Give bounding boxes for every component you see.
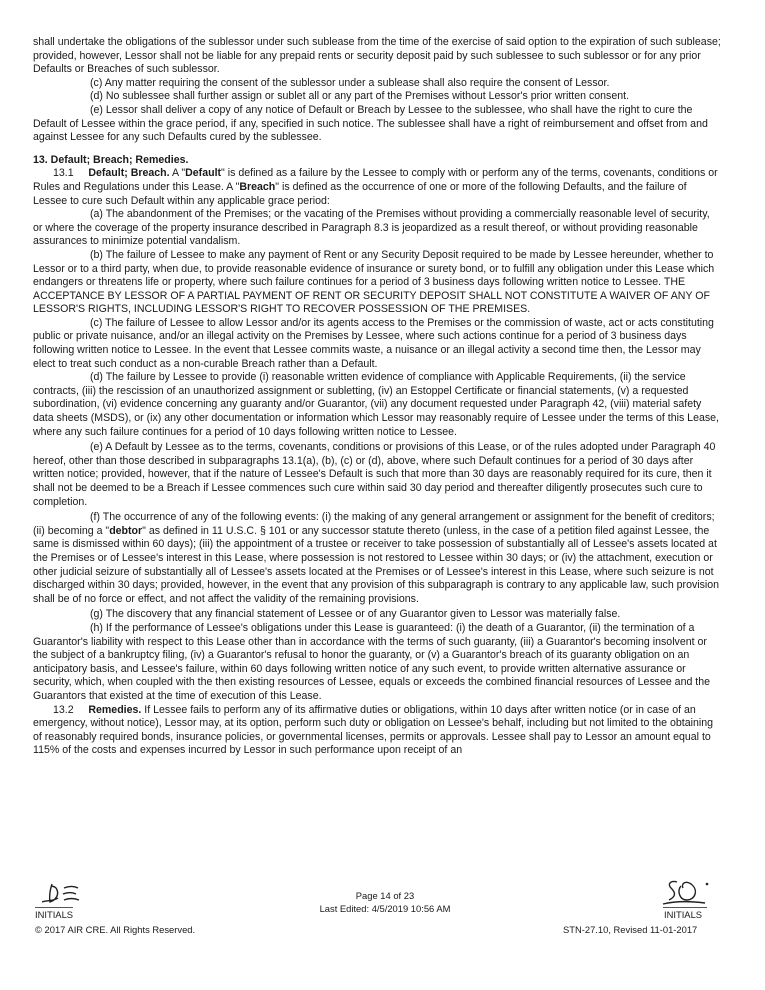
paragraph-12d: (d) No sublessee shall further assign or sublet all or any part of the Premises without Lessor's prior written consent. xyxy=(90,90,630,103)
initials-label-left: INITIALS xyxy=(35,909,74,920)
paragraph-13-1d: (d) The failure by Lessee to provide (i) reasonable written evidence of compliance with Applicable Requirements, (ii) the service contracts, (iii) the rescission of an unauthorized assignment or subletting, (iv) an Estoppel Certificate or financial statements, (v) a requested subordination, (vi) evidence concerning any guaranty and/or Guarantor, (vii) any document requested under Paragraph 42, (viii) material safety data sheets (MSDS), or (ix) any other documentation or information which Lessor may reasonably require of Lessee under the terms of this Lease, where any such failure continues for a period of 10 days following written notice to Lessee. xyxy=(33,371,719,438)
paragraph-continuation: shall undertake the obligations of the sublessor under such sublease from the time of the exercise of said option to the expiration of such sublease; provided, however, Lessor shall not be liable for any prepaid rents or security deposit paid by such sublessee to such sublessor or for any prior Defaults or Breaches of such sublessor. xyxy=(33,36,721,76)
page-number: Page 14 of 23 xyxy=(355,890,415,901)
section-13-heading: 13. Default; Breach; Remedies. xyxy=(33,153,189,166)
defined-term: Default xyxy=(185,167,222,180)
paragraph-13-1a: (a) The abandonment of the Premises; or the vacating of the Premises without providing a commercially reasonable level of security, or where the coverage of the property insurance described in Paragraph 8.3 is jeopardized as a result thereof, or without providing reasonable assurances to minimize potential vandalism. xyxy=(33,208,710,248)
initials-line-right xyxy=(663,907,707,908)
initials-line-left xyxy=(35,907,73,908)
lessor-initials-signature xyxy=(655,874,715,908)
defined-term: Breach xyxy=(239,180,276,193)
copyright: © 2017 AIR CRE. All Rights Reserved. xyxy=(35,924,196,935)
paragraph-13-1f: (f) The occurrence of any of the following events: (i) the making of any general arrangement or assignment for the benefit of creditors; (ii) becoming a "debtor" as defined in 11 U.S.C. § 101 or any successor statute thereto (unless, in the case of a petition filed against Lessee, the same is dismissed within 60 days); (iii) the appointment of a trustee or receiver to take possession of substantially all of Lessee's assets located at the Premises or of Lessee's interest in this Lease, where possession is not restored to Lessee within 30 days; or (iv) the attachment, execution or other judicial seizure of substantially all of Lessee's assets located at the Premises or of Lessee's interest in this Lease, where such seizure is not discharged within 30 days; provided, however, in the event that any provision of this subparagraph is contrary to any applicable law, such provision shall be of no force or effect, and not affect the validity of the remaining provisions. xyxy=(33,511,720,605)
initials-label-right: INITIALS xyxy=(664,909,703,920)
page-footer xyxy=(0,880,765,940)
section-title: Remedies. xyxy=(88,703,142,716)
paragraph-13-1h: (h) If the performance of Lessee's obligations under this Lease is guaranteed: (i) the death of a Guarantor, (ii) the termination of a Guarantor's liability with respect to this Lease other than in accordance with the terms of such guaranty, (iii) a Guarantor's becoming insolvent or the subject of a bankruptcy filing, (iv) a Guarantor's refusal to honor the guaranty, or (v) a Guarantor's breach of its guaranty obligation on an anticipatory basis, and Lessee's failure, within 60 days following written notice of any such event, to provide written alternative assurance or security, which, when coupled with the then existing resources of Lessee, equals or exceeds the combined financial resources of Lessee and the Guarantors that existed at the time of execution of this Lease. xyxy=(33,621,711,702)
lease-body xyxy=(33,36,721,758)
defined-term: debtor xyxy=(109,524,143,537)
form-number: STN-27.10, Revised 11-01-2017 xyxy=(563,924,698,935)
paragraph-13-1c: (c) The failure of Lessee to allow Lessor and/or its agents access to the Premises or the commission of waste, act or acts constituting public or private nuisance, and/or an illegal activity on the Premises by Lessee, where such actions continue for a period of 3 business days following written notice to Lessee. In the event that Lessee commits waste, a nuisance or an illegal activity a second time then, the Lessor may elect to treat such conduct as a non-curable Breach rather than a Default. xyxy=(33,316,714,370)
paragraph-13-1b: (b) The failure of Lessee to make any payment of Rent or any Security Deposit required to be made by Lessee hereunder, whether to Lessor or to a third party, when due, to provide reasonable evidence of insurance or surety bond, or to fulfill any obligation under this Lease which endangers or threatens life or property, where such failure continues for a period of 3 business days following written notice to Lessee. THE ACCEPTANCE BY LESSOR OF A PARTIAL PAYMENT OF RENT OR SECURITY DEPOSIT SHALL NOT CONSTITUTE A WAIVER OF ANY OF LESSOR'S RIGHTS, INCLUDING LESSOR'S RIGHT TO RECOVER POSSESSION OF THE PREMISES. xyxy=(33,248,715,316)
paragraph-13-1e: (e) A Default by Lessee as to the terms, covenants, conditions or provisions of this Lease, or of the rules adopted under Paragraph 40 hereof, other than those described in subparagraphs 13.1(a), (b), (c) or (d), above, where such Default continues for a period of 30 days after written notice; provided, however, that if the nature of Lessee's Default is such that more than 30 days are reasonably required for its cure, then it shall not be deemed to be a Breach if Lessee commences such cure within said 30 day period and thereafter diligently prosecutes such cure to completion. xyxy=(33,441,716,508)
last-edited: Last Edited: 4/5/2019 10:56 AM xyxy=(319,903,451,914)
paragraph-13-1: 13.1 Default; Breach. A "Default" is defined as a failure by the Lessee to comply with or perform any of the terms, covenants, conditions or Rules and Regulations under this Lease. A "Breach" is defined as the occurrence of one or more of the following Defaults, and the failure of Lessee to cure such Default within any applicable grace period: xyxy=(33,167,718,207)
section-number: 13.2 xyxy=(53,703,74,716)
paragraph-12c: (c) Any matter requiring the consent of the sublessor under a sublease shall also require the consent of Lessor. xyxy=(90,76,610,89)
paragraph-12e: (e) Lessor shall deliver a copy of any notice of Default or Breach by Lessee to the sublessee, who shall have the right to cure the Default of Lessee within the grace period, if any, specified in such notice. The sublessee shall have a right of reimbursement and offset from and against Lessee for any such Defaults cured by the sublessee. xyxy=(33,103,708,144)
section-title: Default; Breach. xyxy=(88,167,170,180)
paragraph-13-2: 13.2 Remedies. If Lessee fails to perform any of its affirmative duties or obligations, within 10 days after written notice (or in case of an emergency, without notice), Lessor may, at its option, perform such duty or obligation on Lessee's behalf, including but not limited to the obtaining of reasonably required bonds, insurance policies, or governmental licenses, permits or approvals. Lessee shall pay to Lessor an amount equal to 115% of the costs and expenses incurred by Lessor in such performance upon receipt of an xyxy=(33,703,714,757)
section-number: 13.1 xyxy=(53,167,74,180)
paragraph-13-1g: (g) The discovery that any financial statement of Lessee or of any Guarantor given to Lessor was materially false. xyxy=(90,608,621,621)
lessee-initials-signature xyxy=(38,880,82,908)
